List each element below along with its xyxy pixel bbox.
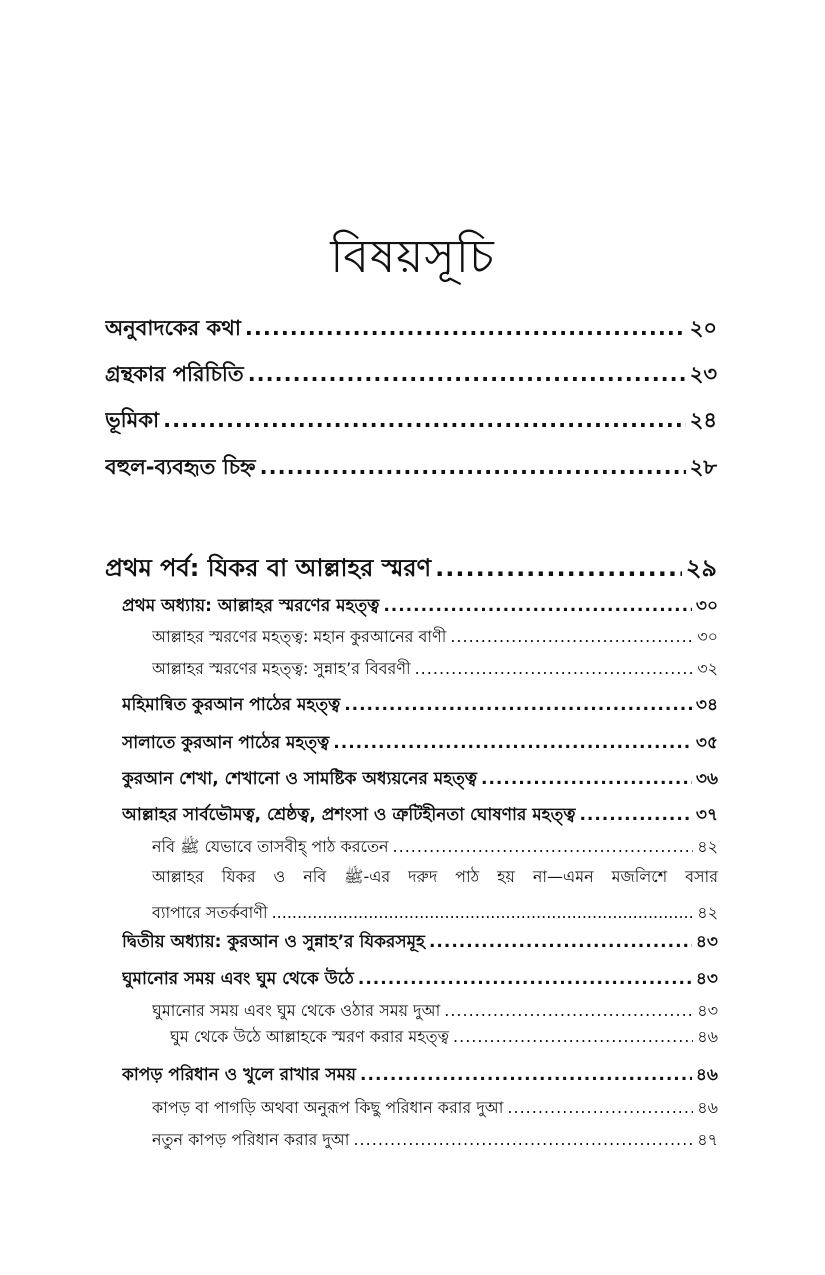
- toc-page-number: ২৮: [689, 455, 717, 479]
- toc-section-entry[interactable]: [122, 1062, 718, 1090]
- toc-entry-label: প্রথম পর্ব: যিকর বা আল্লাহর স্মরণ: [105, 554, 432, 582]
- toc-page-number: ৪৩: [695, 969, 718, 989]
- leader-dots: [453, 1027, 693, 1046]
- toc-entry-label: আল্লাহর স্মরণের মহত্ত্ব: সুন্নাহ’র বিবরণী: [152, 659, 411, 678]
- toc-subsection-entry[interactable]: [152, 864, 718, 927]
- toc-entry-label: আল্লাহর স্মরণের মহত্ত্ব: মহান কুরআনের বাণী: [152, 627, 447, 646]
- leader-dots: [333, 733, 692, 753]
- toc-page-number: ৩২: [697, 659, 718, 678]
- toc-subsection-entry[interactable]: [152, 998, 718, 1025]
- toc-page-number: ৪৭: [697, 1130, 718, 1149]
- toc-subsection-entry[interactable]: [152, 1095, 718, 1122]
- toc-entry-label: নবি ﷺ যেভাবে তাসবীহ্ পাঠ করতেন: [152, 837, 389, 856]
- toc-entry-label: অনুবাদকের কথা: [105, 316, 241, 340]
- toc-page-number: ৪২: [697, 903, 718, 922]
- leader-dots: [579, 805, 691, 825]
- toc-subsection-entry[interactable]: [152, 1127, 718, 1154]
- toc-section-entry[interactable]: [122, 766, 718, 794]
- toc-page-number: ২৪: [689, 408, 717, 432]
- toc-page-number: ২০: [689, 316, 717, 340]
- toc-page-number: ৩০: [697, 627, 718, 646]
- toc-page-number: ৩৬: [695, 769, 718, 789]
- toc-subsection-entry[interactable]: [152, 656, 718, 683]
- toc-page-number: ৪৬: [697, 1098, 718, 1117]
- leader-dots: [353, 1130, 693, 1149]
- toc-page-number: ২৯: [685, 554, 717, 582]
- toc-entry-label: ঘুমানোর সময় এবং ঘুম থেকে উঠে: [122, 969, 354, 989]
- leader-dots: [444, 1001, 693, 1020]
- leader-dots: [415, 659, 694, 678]
- toc-entry-translator-note[interactable]: [105, 312, 717, 347]
- toc-entry-symbols[interactable]: [105, 451, 717, 486]
- toc-page-number: ৪৩: [697, 1001, 718, 1020]
- toc-entry-label: ঘুমানোর সময় এবং ঘুম থেকে ওঠার সময় দুআ: [152, 1001, 441, 1020]
- toc-entry-preface[interactable]: [105, 404, 717, 439]
- toc-page-number: ২৩: [689, 362, 717, 386]
- toc-entry-label: কুরআন শেখা, শেখানো ও সামষ্টিক অধ্যয়নের মহত্ত্ব: [122, 769, 477, 789]
- toc-entry-label: বহুল-ব্যবহৃত চিহ্ন: [105, 455, 256, 479]
- toc-entry-label: গ্রন্থকার পরিচিতি: [105, 362, 244, 386]
- toc-subsection-entry[interactable]: [152, 834, 718, 861]
- toc-chapter-entry[interactable]: [122, 929, 718, 957]
- toc-entry-label: কাপড় পরিধান ও খুলে রাখার সময়: [122, 1065, 357, 1085]
- leader-dots: [383, 596, 692, 616]
- leader-dots: [260, 455, 686, 479]
- toc-entry-author-intro[interactable]: [105, 358, 717, 393]
- toc-entry-label: কাপড় বা পাগড়ি অথবা অনুরূপ কিছু পরিধান করার দুআ: [152, 1098, 504, 1117]
- leader-dots: [481, 769, 692, 789]
- toc-entry-label: প্রথম অধ্যায়: আল্লাহর স্মরণের মহত্ত্ব: [122, 596, 380, 616]
- toc-entry-label: সালাতে কুরআন পাঠের মহত্ত্ব: [122, 733, 330, 753]
- toc-entry-label: মহিমান্বিত কুরআন পাঠের মহত্ত্ব: [122, 695, 341, 715]
- toc-section-entry[interactable]: [122, 730, 718, 758]
- leader-dots: [435, 554, 682, 582]
- leader-dots: [344, 695, 692, 715]
- toc-entry-label: আল্লাহর যিকর ও নবি ﷺ-এর দরুদ পাঠ হয় না—এমন মজলিশে বসার: [152, 867, 718, 886]
- leader-dots: [272, 903, 694, 922]
- toc-section-entry[interactable]: [122, 966, 718, 994]
- toc-subsection-entry[interactable]: [152, 624, 718, 651]
- leader-dots: [450, 627, 693, 646]
- toc-page-number: ৪৩: [695, 932, 718, 952]
- toc-entry-label: দ্বিতীয় অধ্যায়: কুরআন ও সুন্নাহ’র যিকরসমূহ: [122, 932, 425, 952]
- toc-subsection-entry[interactable]: [170, 1024, 718, 1051]
- leader-dots: [507, 1098, 693, 1117]
- toc-chapter-entry[interactable]: [122, 593, 718, 621]
- toc-part-heading[interactable]: [105, 550, 717, 590]
- toc-entry-label: আল্লাহর সার্বভৌমত্ব, শ্রেষ্ঠত্ব, প্রশংসা ও ত্রুটিহীনতা ঘোষণার মহত্ত্ব: [122, 805, 576, 825]
- toc-page-number: ৪৬: [697, 1027, 718, 1046]
- leader-dots: [163, 408, 686, 432]
- toc-page-number: ৩০: [695, 596, 718, 616]
- toc-page-number: ৩৭: [695, 805, 718, 825]
- leader-dots: [393, 837, 694, 856]
- toc-entry-label: ভূমিকা: [105, 408, 160, 432]
- toc-page-number: ৩৪: [695, 695, 718, 715]
- toc-entry-label-continued: ব্যাপারে সতর্কবাণী: [152, 903, 268, 922]
- toc-section-entry[interactable]: [122, 802, 718, 830]
- leader-dots: [358, 969, 692, 989]
- page-title: বিষয়সূচি: [330, 229, 495, 283]
- leader-dots: [429, 932, 692, 952]
- toc-section-entry[interactable]: [122, 692, 718, 720]
- leader-dots: [248, 362, 686, 386]
- toc-entry-label: ঘুম থেকে উঠে আল্লাহকে স্মরণ করার মহত্ত্ব: [170, 1027, 450, 1046]
- toc-page-number: ৪৬: [695, 1065, 718, 1085]
- leader-dots: [360, 1065, 692, 1085]
- toc-entry-label: নতুন কাপড় পরিধান করার দুআ: [152, 1130, 350, 1149]
- toc-page-number: ৪২: [697, 837, 718, 856]
- toc-page-number: ৩৫: [695, 733, 718, 753]
- leader-dots: [245, 316, 686, 340]
